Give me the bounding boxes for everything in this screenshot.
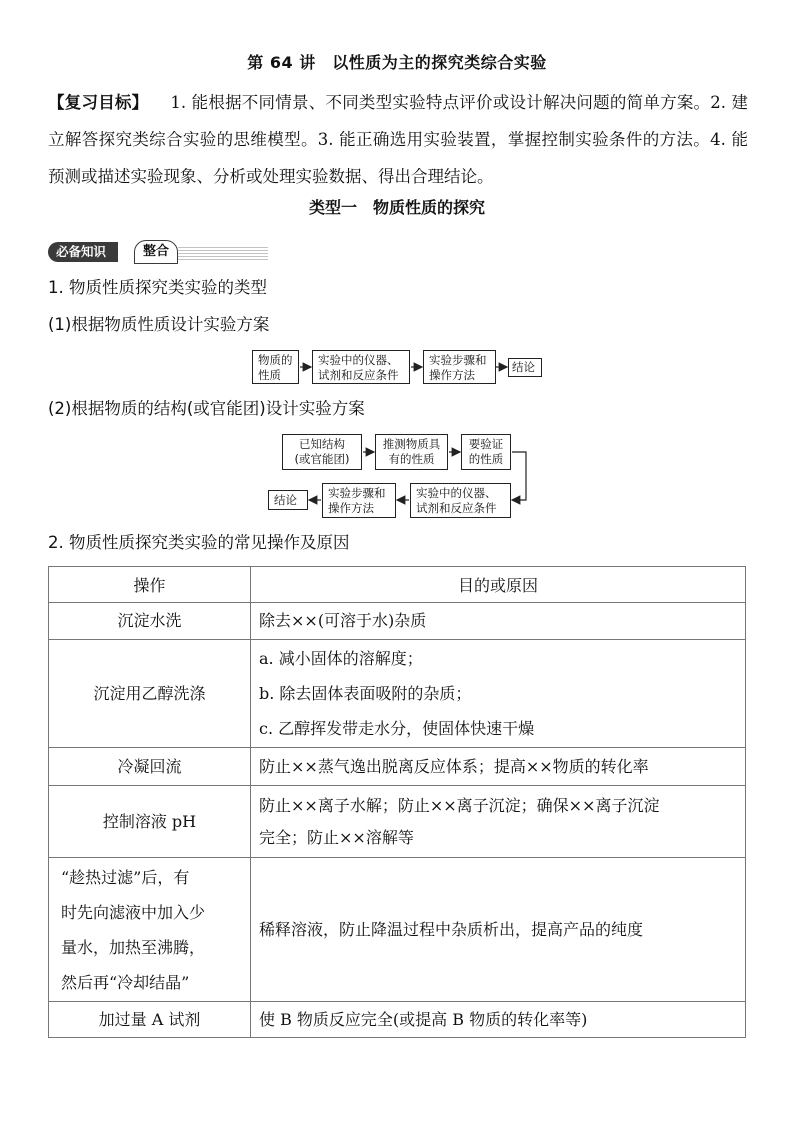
flow1-box-1: 物质的 性质 [252, 350, 299, 384]
reason-line: 使 B 物质反应完全(或提高 B 物质的转化率等) [259, 1009, 588, 1029]
table-cell-operation [49, 786, 251, 858]
table-row [49, 1002, 746, 1038]
table-cell-reason [251, 748, 746, 786]
op-line: “趁热过滤”后，有 [61, 867, 190, 887]
subheading-1: (1)根据物质性质设计实验方案 [48, 315, 270, 334]
operations-table [48, 566, 746, 1038]
badge-dark-label: 必备知识 [48, 242, 118, 262]
op-line: 控制溶液 pH [102, 811, 197, 831]
review-goals-tag: 【复习目标】 [48, 93, 149, 112]
reason-line: b. 除去固体表面吸附的杂质； [259, 684, 472, 703]
table-header-row [49, 567, 746, 603]
table-cell-reason [251, 640, 746, 748]
table-cell-operation [49, 858, 251, 1002]
table-row [49, 640, 746, 748]
table-cell-operation [49, 640, 251, 748]
table-cell-reason [251, 786, 746, 858]
flow2-box-structure: 已知结构 (或官能团) [282, 434, 362, 470]
reason-line: 完全；防止××溶解等 [259, 827, 414, 847]
table-row [49, 748, 746, 786]
flow2-box-instruments: 实验中的仪器、 试剂和反应条件 [410, 483, 511, 518]
table-row [49, 858, 746, 1002]
op-line: 时先向滤液中加入少 [61, 902, 206, 922]
table-cell-operation [49, 603, 251, 640]
op-line: 沉淀水洗 [117, 611, 182, 630]
op-line: 沉淀用乙醇洗涤 [93, 683, 206, 703]
section-title: 类型一 物质性质的探究 [308, 198, 485, 217]
flow1-box-3: 实验步骤和 操作方法 [423, 350, 496, 384]
badge-decoration [178, 246, 268, 260]
reason-line: 除去××(可溶于水)杂质 [259, 611, 427, 630]
table-cell-operation [49, 748, 251, 786]
review-goals [48, 84, 748, 195]
flow2-box-steps: 实验步骤和 操作方法 [322, 483, 396, 518]
op-line: 加过量 A 试剂 [98, 1009, 201, 1029]
op-line: 量水，加热至沸腾， [61, 937, 206, 957]
heading-2: 2. 物质性质探究类实验的常见操作及原因 [48, 533, 350, 552]
table-cell-operation [49, 1002, 251, 1038]
table-row [49, 603, 746, 640]
knowledge-badge [48, 240, 218, 264]
flow2-box-predict: 推测物质具 有的性质 [375, 434, 448, 470]
subheading-2: (2)根据物质的结构(或官能团)设计实验方案 [48, 399, 365, 418]
table-row [49, 786, 746, 858]
flow2-box-conclusion: 结论 [268, 490, 308, 510]
table-cell-reason [251, 603, 746, 640]
table-header-operation: 操作 [49, 567, 251, 603]
reason-line: 防止××蒸气逸出脱离反应体系；提高××物质的转化率 [259, 756, 649, 776]
flow1-box-4: 结论 [508, 358, 542, 377]
op-line: 然后再“冷却结晶” [61, 972, 190, 992]
review-goals-text: 1. 能根据不同情景、不同类型实验特点评价或设计解决问题的简单方案。2. 建立解答探究类综合实验的思维模型。3. 能正确选用实验装置，掌握控制实验条件的方法。4. 能预测或描述实验现象、分析或处理实验数据、得出合理结论。 [48, 93, 748, 186]
table-cell-reason [251, 1002, 746, 1038]
reason-line: 防止××离子水解；防止××离子沉淀；确保××离子沉淀 [259, 795, 660, 815]
flow2-box-verify: 要验证 的性质 [461, 434, 511, 470]
heading-1: 1. 物质性质探究类实验的类型 [48, 278, 267, 297]
page-title: 第 64 讲 以性质为主的探究类综合实验 [247, 53, 547, 72]
reason-line: a. 减小固体的溶解度； [259, 649, 423, 668]
table-header-reason: 目的或原因 [251, 567, 746, 603]
reason-line: 稀释溶液，防止降温过程中杂质析出，提高产品的纯度 [259, 919, 644, 939]
flow1-box-2: 实验中的仪器、 试剂和反应条件 [312, 350, 410, 384]
badge-light-label: 整合 [134, 240, 178, 264]
reason-line: c. 乙醇挥发带走水分，使固体快速干燥 [259, 719, 535, 738]
op-line: 冷凝回流 [117, 756, 182, 776]
table-cell-reason [251, 858, 746, 1002]
